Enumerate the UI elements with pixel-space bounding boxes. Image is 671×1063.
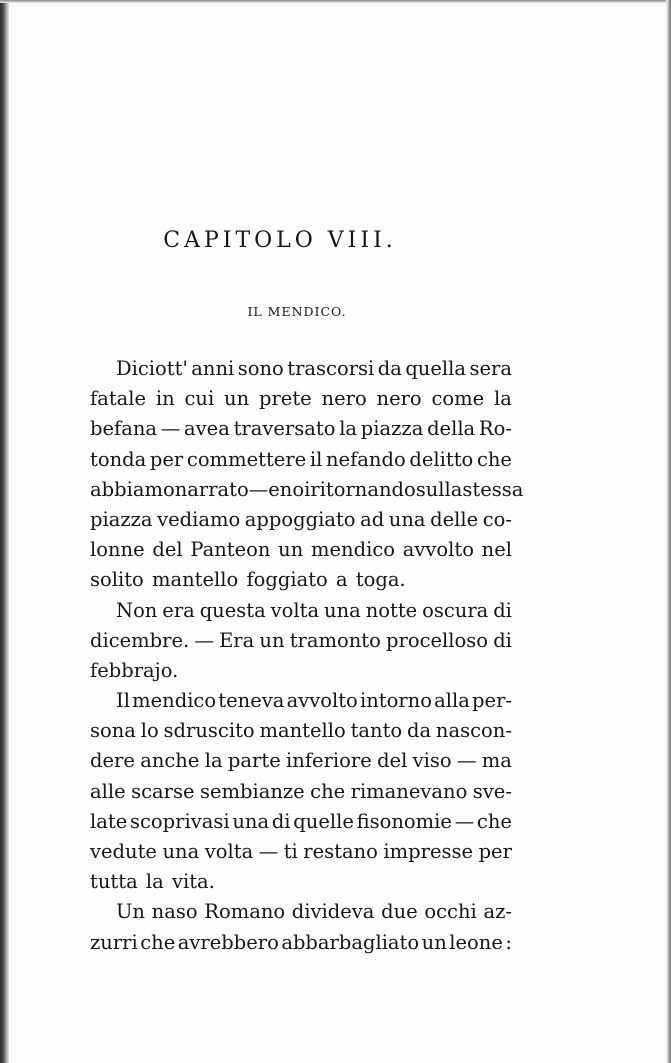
text-line: late scoprivasi una di quelle fisonomie — che — [90, 809, 512, 833]
text-line: tutta la vita. — [90, 870, 215, 894]
text-line: Diciott' anni sono trascorsi da quella sera — [116, 357, 512, 380]
chapter-subtitle: IL MENDICO. — [247, 304, 347, 319]
text-line: zurri che avrebbero abbarbagliato un leone : — [90, 930, 512, 954]
body-text — [90, 354, 524, 958]
text-line: Un naso Romano divideva due occhi az- — [116, 900, 512, 924]
text-line: piazza vediamo appoggiato ad una delle co- — [90, 507, 512, 531]
text-line: Il mendico teneva avvolto intorno alla per- — [116, 689, 512, 713]
page-top-edge — [0, 0, 671, 3]
page-binding-edge — [0, 0, 9, 1063]
chapter-title: CAPITOLO VIII. — [163, 228, 397, 253]
text-line: dere anche la parte inferiore del viso — ma — [90, 749, 512, 773]
text-line: tonda per commettere il nefando delitto che — [90, 447, 512, 471]
text-line: solito mantello foggiato a toga. — [90, 568, 406, 592]
text-line: sona lo sdruscito mantello tanto da nascon- — [90, 719, 512, 743]
text-line: Non era questa volta una notte oscura di — [116, 598, 512, 622]
text-line: febbrajo. — [90, 658, 179, 682]
text-line: fatale in cui un prete nero nero come la — [90, 387, 512, 411]
text-line: vedute una volta — ti restano impresse per — [90, 840, 512, 863]
text-line: dicembre. — Era un tramonto procelloso di — [90, 628, 512, 652]
text-line: abbiamo narrato — e noi ritornando sulla stessa — [90, 477, 524, 501]
page-right-edge — [666, 0, 671, 1063]
text-line: befana — avea traversato la piazza della Ro- — [90, 417, 512, 441]
text-line: alle scarse sembianze che rimanevano sve- — [90, 779, 512, 803]
text-line: lonne del Panteon un mendico avvolto nel — [90, 538, 512, 562]
